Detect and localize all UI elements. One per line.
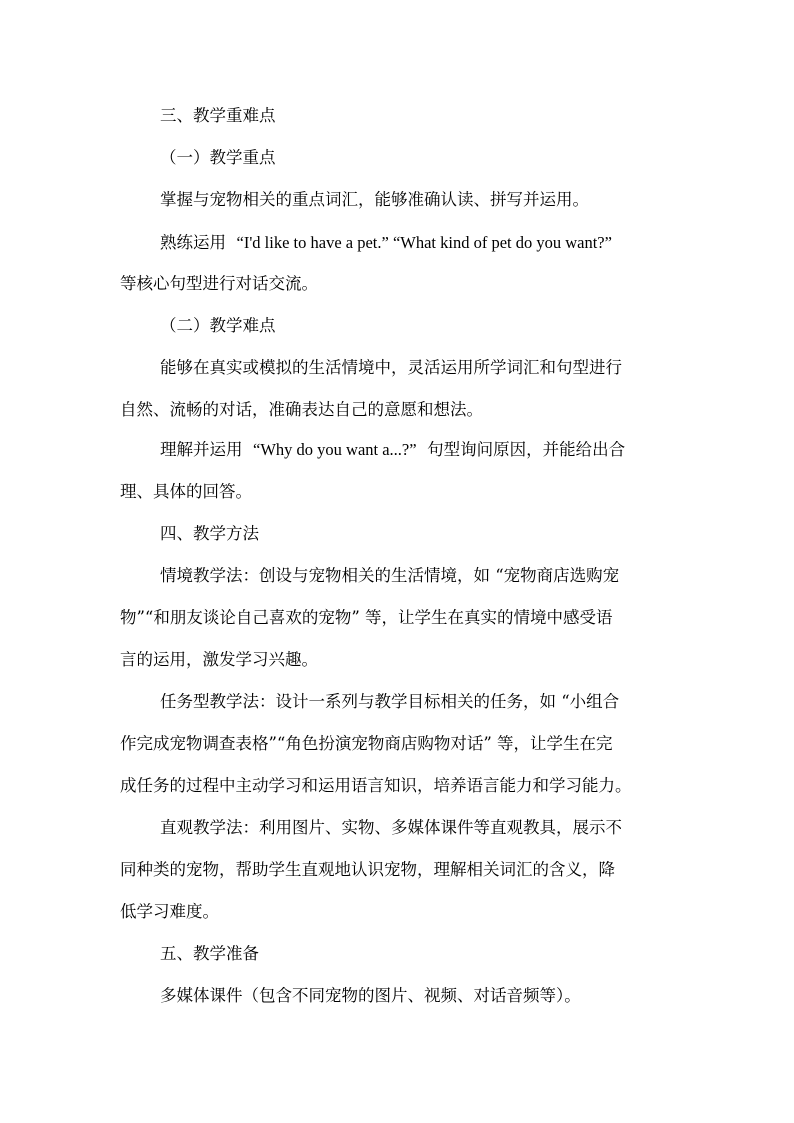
paragraph-line: 低学习难度。 [120,902,219,921]
paragraph-line: 同种类的宠物，帮助学生直观地认识宠物，理解相关词汇的含义，降 [120,860,615,879]
paragraph-line: 多媒体课件（包含不同宠物的图片、视频、对话音频等）。 [160,986,581,1005]
section-heading-5: 五、教学准备 [160,944,259,963]
subheading-teaching-focus: （一）教学重点 [160,148,276,167]
english-sentence: “Why do you want a...?” [253,440,417,459]
paragraph-line: 作完成宠物调查表格”“角色扮演宠物商店购物对话” 等，让学生在完 [120,734,613,753]
paragraph-line: 言的运用，激发学习兴趣。 [120,650,318,669]
paragraph-line [160,440,625,460]
paragraph-line: 自然、流畅的对话，准确表达自己的意愿和想法。 [120,400,483,419]
paragraph-line: 任务型教学法：设计一系列与教学目标相关的任务，如 “小组合 [160,692,620,711]
section-heading-4: 四、教学方法 [160,524,259,543]
paragraph-line: 直观教学法：利用图片、实物、多媒体课件等直观教具，展示不 [160,818,622,837]
paragraph-line: 等核心句型进行对话交流。 [120,274,318,293]
paragraph-line: 掌握与宠物相关的重点词汇，能够准确认读、拼写并运用。 [160,190,589,209]
paragraph-line: 能够在真实或模拟的生活情境中，灵活运用所学词汇和句型进行 [160,358,622,377]
paragraph-text: 熟练运用 [160,233,226,252]
paragraph-line: 物”“和朋友谈论自己喜欢的宠物” 等，让学生在真实的情境中感受语 [120,608,613,627]
paragraph-line: 情境教学法：创设与宠物相关的生活情境，如 “宠物商店选购宠 [160,566,620,585]
paragraph-line [160,233,612,253]
paragraph-line: 成任务的过程中主动学习和运用语言知识，培养语言能力和学习能力。 [120,776,632,795]
paragraph-line: 理、具体的回答。 [120,482,252,501]
section-heading-3: 三、教学重难点 [160,106,276,125]
english-sentence: “I'd like to have a pet.” “What kind of pet do you want?” [236,233,612,252]
paragraph-text: 理解并运用 [160,440,243,459]
paragraph-text: 句型询问原因，并能给出合 [427,440,626,459]
subheading-teaching-difficulty: （二）教学难点 [160,316,276,335]
